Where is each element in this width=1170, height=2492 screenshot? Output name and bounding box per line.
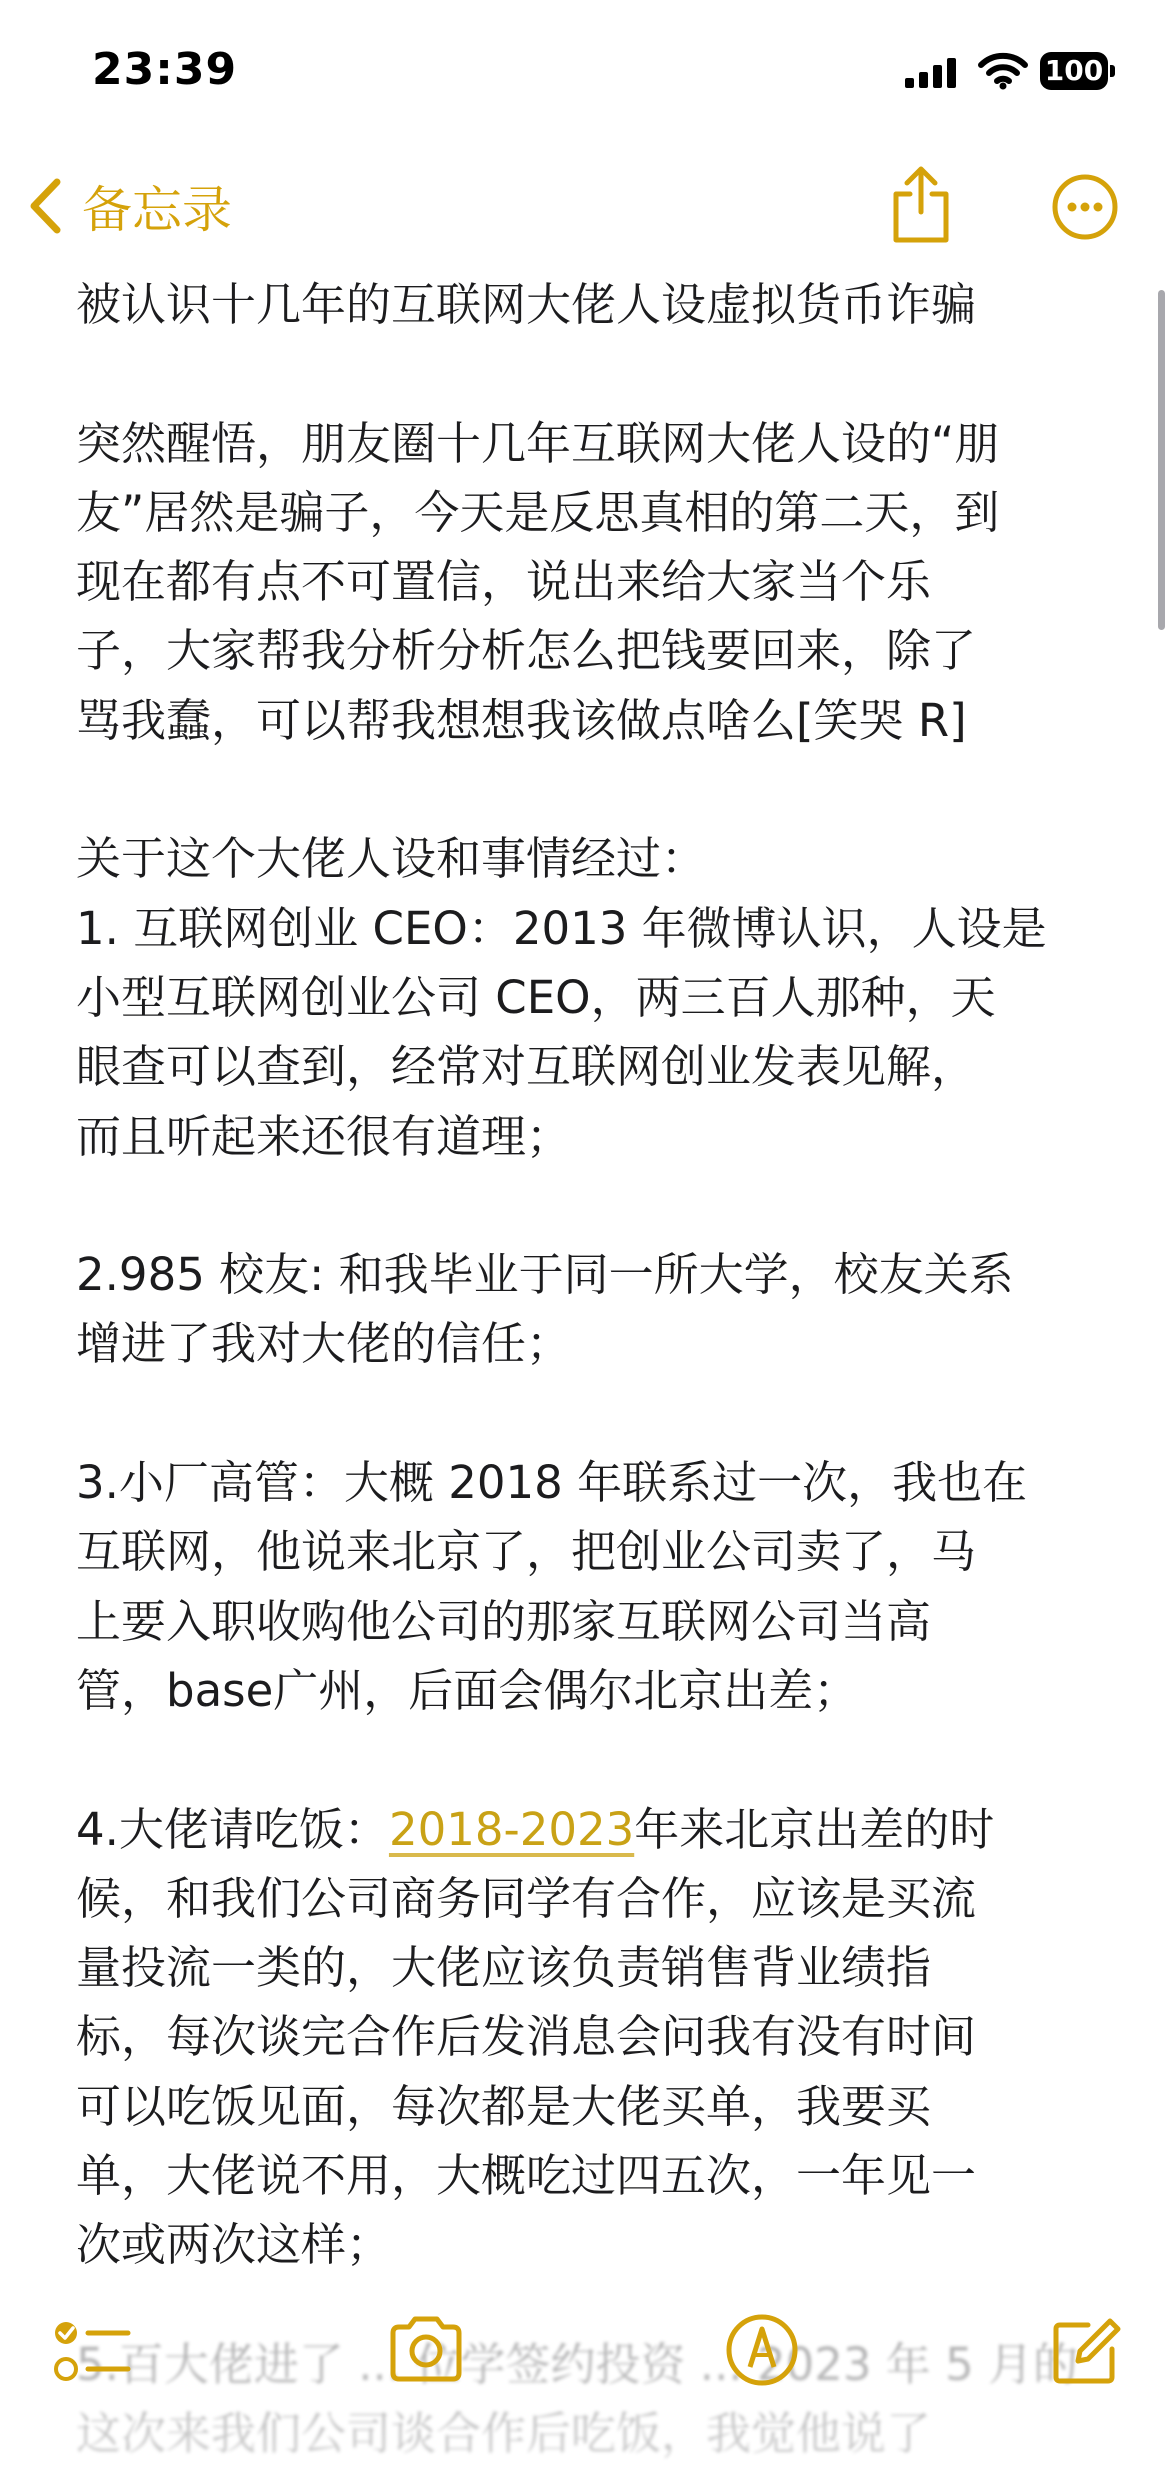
more-button[interactable] (1052, 174, 1118, 240)
status-time: 23:39 (92, 44, 238, 95)
more-icon (1052, 174, 1118, 240)
note-blank-line (76, 1171, 1096, 1240)
chevron-left-icon (26, 176, 64, 236)
note-line: 可以吃饭见面，每次都是大佬买单，我要买 (76, 2079, 932, 2133)
back-button[interactable] (26, 170, 232, 242)
note-line: 而且听起来还很有道理； (76, 1109, 572, 1163)
note-line: 现在都有点不可置信，说出来给大家当个乐 (76, 555, 932, 609)
note-line: 子，大家帮我分析分析怎么把钱要回来，除了 (76, 624, 977, 678)
share-button[interactable] (886, 164, 956, 244)
status-bar (0, 0, 1170, 150)
note-line: 眼查可以查到，经常对互联网创业发表见解， (76, 1040, 977, 1094)
battery-icon (1040, 52, 1116, 90)
share-icon (886, 164, 956, 244)
note-text: 4.大佬请吃饭： (76, 1802, 389, 1856)
checklist-icon (50, 2305, 132, 2395)
compose-button[interactable] (1048, 2305, 1124, 2395)
note-line: 互联网，他说来北京了，把创业公司卖了，马 (76, 1525, 977, 1579)
markup-button[interactable] (724, 2305, 800, 2395)
compose-icon (1048, 2305, 1124, 2395)
note-line: 友”居然是骗子，今天是反思真相的第二天，到 (76, 485, 1000, 539)
camera-button[interactable] (385, 2305, 467, 2395)
note-line: 1. 互联网创业 CEO：2013 年微博认识，人设是 (76, 901, 1047, 955)
note-blank-line (76, 1379, 1096, 1448)
checklist-button[interactable] (50, 2305, 132, 2395)
note-line: 关于这个大佬人设和事情经过： (76, 832, 707, 886)
signal-icon (905, 58, 959, 88)
note-line: 次或两次这样； (76, 2218, 392, 2272)
note-line: 突然醒悟，朋友圈十几年互联网大佬人设的“朋 (76, 416, 1000, 470)
note-line: 单，大佬说不用，大概吃过四五次，一年见一 (76, 2149, 977, 2203)
bottom-toolbar (0, 2305, 1170, 2425)
note-line: 上要入职收购他公司的那家互联网公司当高 (76, 1594, 932, 1648)
note-text: 年来北京出差的时 (634, 1802, 995, 1856)
date-link[interactable]: 2018-2023 (388, 1802, 635, 1856)
note-body[interactable] (76, 270, 1096, 2290)
note-line: 增进了我对大佬的信任； (76, 1317, 572, 1371)
camera-icon (385, 2305, 467, 2395)
note-blank-line (76, 339, 1096, 408)
note-line: 2.985 校友: 和我毕业于同一所大学，校友关系 (76, 1248, 1014, 1302)
note-blank-line (76, 1725, 1096, 1794)
wifi-icon (978, 52, 1028, 90)
note-line: 候，和我们公司商务同学有合作，应该是买流 (76, 1871, 977, 1925)
markup-icon (724, 2305, 800, 2395)
note-line: 小型互联网创业公司 CEO，两三百人那种，天 (76, 970, 996, 1024)
note-line: 量投流一类的，大佬应该负责销售背业绩指 (76, 1941, 932, 1995)
back-label: 备忘录 (82, 181, 232, 239)
note-blank-line (76, 755, 1096, 824)
battery-level: 100 (1044, 54, 1104, 87)
note-line: 管，base广州，后面会偶尔北京出差； (76, 1663, 859, 1717)
note-line: 标，每次谈完合作后发消息会问我有没有时间 (76, 2010, 977, 2064)
note-title: 被认识十几年的互联网大佬人设虚拟货币诈骗 (76, 278, 977, 331)
scrollbar[interactable] (1158, 290, 1165, 630)
note-line (76, 1795, 1096, 1864)
note-line: 3.小厂高管：大概 2018 年联系过一次，我也在 (76, 1456, 1028, 1510)
note-line: 骂我蠢，可以帮我想想我该做点啥么[笑哭 R] (76, 693, 967, 747)
